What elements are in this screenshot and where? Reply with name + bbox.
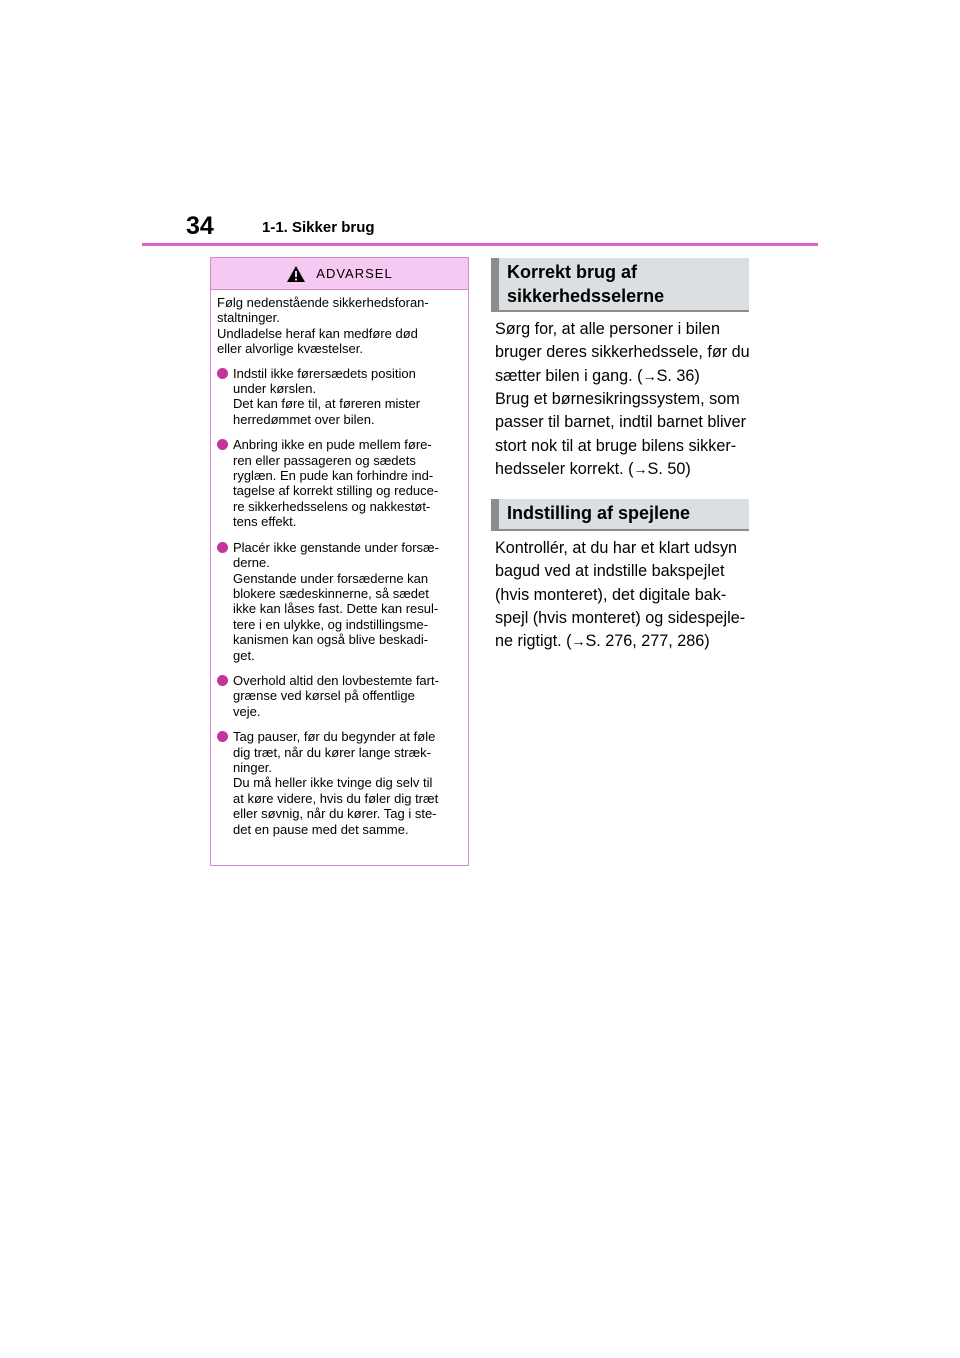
- text-line: eller søvnig, når du kører. Tag i ste-: [233, 806, 437, 822]
- warning-bullet-text: [233, 540, 462, 663]
- text-line: Brug et børnesikringssystem, som: [495, 390, 740, 408]
- text-line: Tag pauser, før du begynder at føle: [233, 729, 436, 745]
- warning-intro: [217, 295, 462, 357]
- text-line: blokere sædeskinnerne, så sædet: [233, 585, 429, 601]
- text-line: Sørg for, at alle personer i bilen: [495, 320, 720, 338]
- warning-intro-line: Følg nedenstående sikkerhedsforan-: [217, 295, 429, 310]
- paragraph-seatbelts: [495, 318, 755, 388]
- text-line: dig træt, når du kører lange stræk-: [233, 744, 431, 760]
- paragraph-child-restraint: [495, 388, 755, 481]
- warning-triangle-icon: [286, 265, 306, 283]
- text-line: tagelse af korrekt stilling og reduce-: [233, 483, 439, 499]
- text-line: at køre videre, hvis du føler dig træt: [233, 790, 439, 806]
- header-divider: [142, 243, 818, 246]
- text-line: bagud ved at indstille bakspejlet: [495, 562, 725, 581]
- text-line: Placér ikke genstande under forsæ-: [233, 539, 439, 555]
- text-line: veje.: [233, 703, 261, 719]
- warning-intro-line: staltninger.: [217, 310, 280, 326]
- text-line: tens effekt.: [233, 514, 297, 530]
- warning-intro-line: Undladelse heraf kan medføre død: [217, 325, 418, 341]
- text-line: ryglæn. En pude kan forhindre ind-: [233, 468, 434, 484]
- heading-mirrors: Indstilling af spejlene: [491, 499, 749, 531]
- text-line: stort nok til at bruge bilens sikker-: [495, 436, 737, 455]
- heading-seatbelts: [491, 258, 749, 312]
- text-line: herredømmet over bilen.: [233, 411, 375, 427]
- warning-bullet-item: [217, 729, 462, 837]
- text-line: Det kan føre til, at føreren mister: [233, 396, 421, 412]
- text-line: Indstil ikke førersædets position: [233, 365, 416, 381]
- warning-bullet-list: [217, 366, 462, 837]
- text-line: sætter bilen i gang. (: [495, 366, 643, 385]
- text-line: tere i en ulykke, og indstillingsme-: [233, 616, 429, 632]
- paragraph-mirrors: [495, 537, 755, 653]
- warning-bullet-item: [217, 673, 462, 719]
- text-line: Genstande under forsæderne kan: [233, 570, 429, 586]
- text-line: get.: [233, 647, 255, 663]
- text-line: ne rigtigt. (: [495, 632, 572, 651]
- bullet-dot-icon: [217, 439, 228, 450]
- warning-box: [210, 257, 469, 866]
- bullet-dot-icon: [217, 368, 228, 379]
- text-line: grænse ved kørsel på offentlige: [233, 688, 415, 704]
- text-line: Anbring ikke en pude mellem føre-: [233, 437, 432, 453]
- text-line: spejl (hvis monteret) og sidespejle-: [495, 608, 746, 627]
- text-line: kanismen kan også blive beskadi-: [233, 632, 429, 648]
- warning-bullet-text: [233, 366, 462, 428]
- warning-bullet-text: [233, 729, 462, 837]
- warning-body: [211, 290, 468, 837]
- text-line: (hvis monteret), det digitale bak-: [495, 585, 727, 604]
- bullet-dot-icon: [217, 675, 228, 686]
- bullet-dot-icon: [217, 731, 228, 742]
- warning-intro-line: eller alvorlige kvæstelser.: [217, 341, 363, 357]
- text-line: Overhold altid den lovbestemte fart-: [233, 672, 439, 688]
- text-line: Du må heller ikke tvinge dig selv til: [233, 775, 433, 791]
- text-line: derne.: [233, 555, 270, 571]
- text-line: Kontrollér, at du har et klart udsyn: [495, 539, 738, 557]
- text-line: ninger.: [233, 759, 273, 775]
- bullet-dot-icon: [217, 542, 228, 553]
- text-line: re sikkerhedsselens og nakkestøt-: [233, 498, 431, 514]
- text-line: ikke kan låses fast. Dette kan resul-: [233, 601, 439, 617]
- text-line: passer til barnet, indtil barnet bliver: [495, 413, 747, 432]
- warning-bullet-text: [233, 437, 462, 529]
- page-reference-link[interactable]: S. 36): [656, 366, 700, 385]
- page-reference-link[interactable]: S. 50): [647, 459, 691, 478]
- warning-bullet-item: [217, 437, 462, 529]
- text-line: bruger deres sikkerhedssele, før du: [495, 343, 750, 362]
- section-title: 1-1. Sikker brug: [262, 219, 375, 236]
- warning-bullet-item: [217, 366, 462, 428]
- arrow-right-icon: →: [642, 367, 657, 384]
- page-number: 34: [186, 212, 214, 240]
- warning-title: ADVARSEL: [316, 266, 393, 281]
- warning-bullet-text: [233, 673, 462, 719]
- warning-header: [211, 258, 468, 290]
- text-line: under kørslen.: [233, 381, 317, 397]
- heading-line: Korrekt brug af: [507, 262, 638, 282]
- text-line: det en pause med det samme.: [233, 821, 409, 837]
- arrow-right-icon: →: [571, 633, 586, 650]
- warning-bullet-item: [217, 540, 462, 663]
- arrow-right-icon: →: [633, 460, 648, 477]
- heading-line: sikkerhedsselerne: [507, 286, 665, 306]
- text-line: hedsseler korrekt. (: [495, 459, 634, 478]
- page-reference-link[interactable]: S. 276, 277, 286): [585, 632, 710, 651]
- text-line: ren eller passageren og sædets: [233, 452, 416, 468]
